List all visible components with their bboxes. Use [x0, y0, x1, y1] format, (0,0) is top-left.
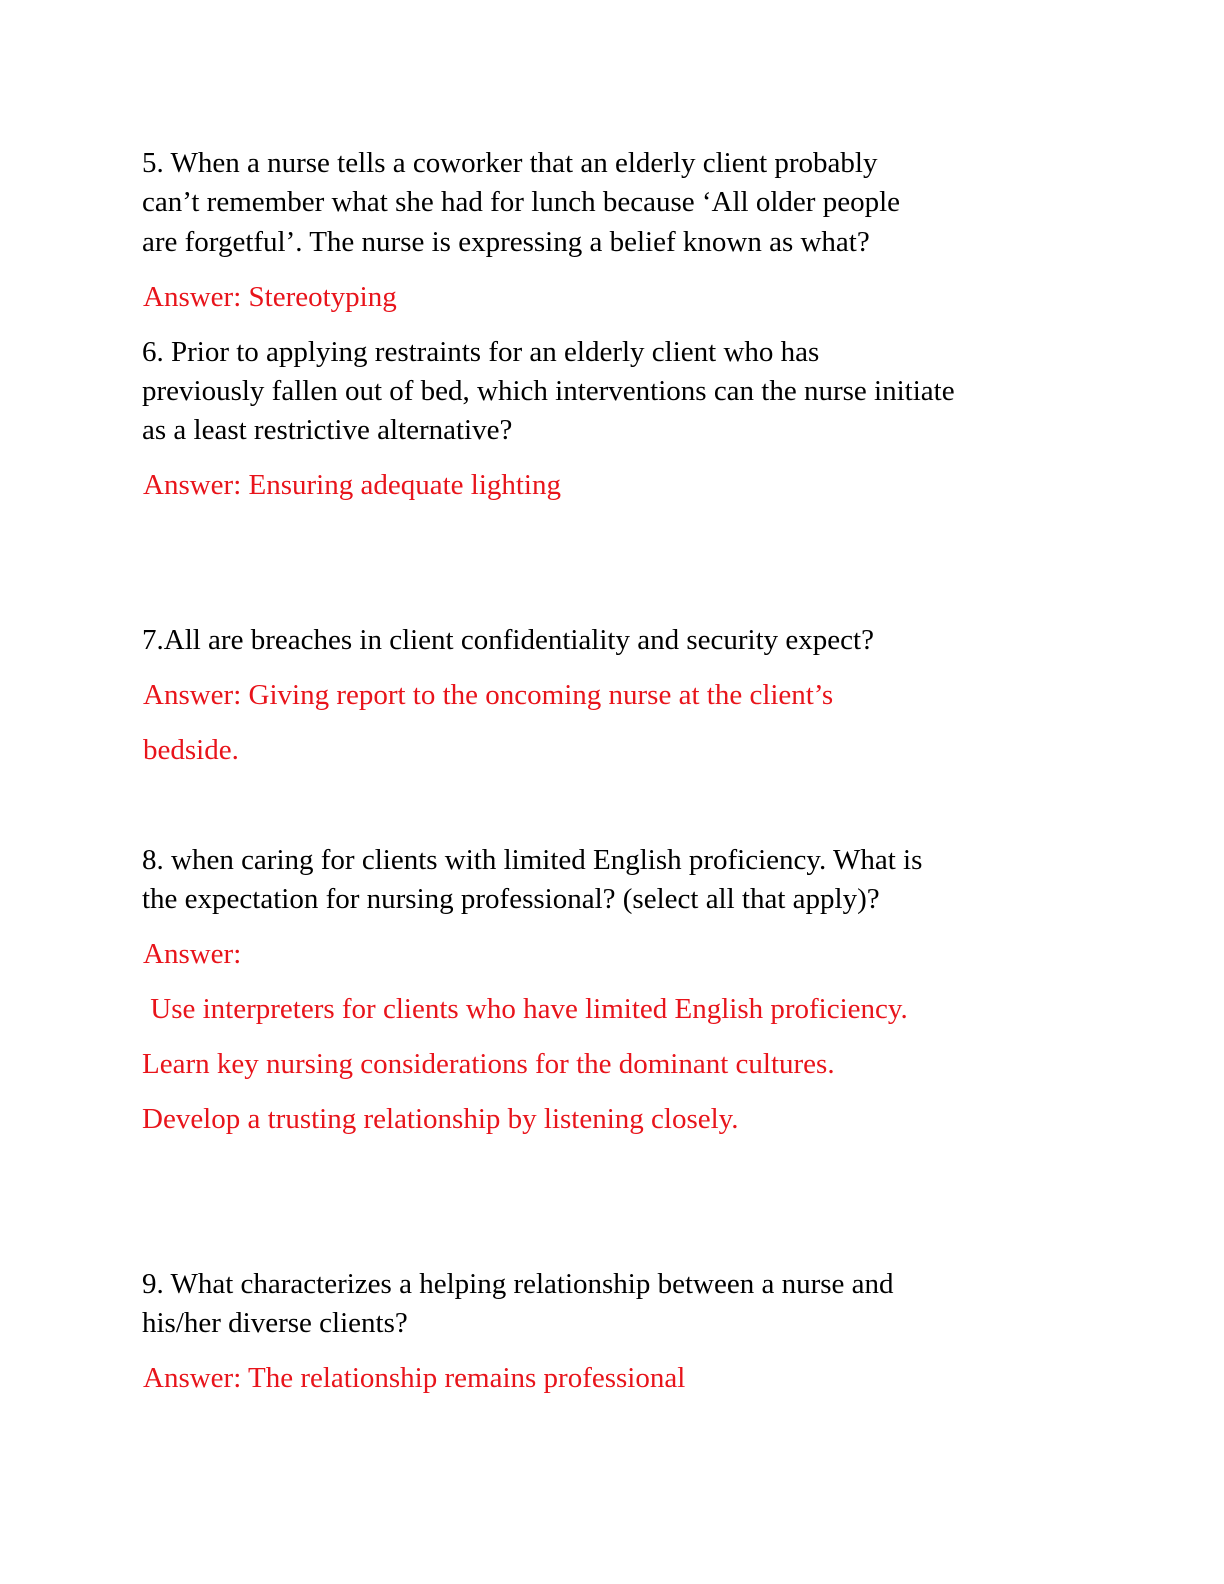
question-5-line-1: 5. When a nurse tells a coworker that an elderly client probably: [142, 147, 878, 179]
answer-5-line-1: Answer: Stereotyping: [143, 281, 397, 313]
answer-7-line-2: bedside.: [143, 734, 239, 766]
question-7-line-1: 7.All are breaches in client confidentiality and security expect?: [142, 624, 874, 656]
question-6-line-2: previously fallen out of bed, which interventions can the nurse initiate: [142, 375, 955, 407]
question-5-line-2: can’t remember what she had for lunch because ‘All older people: [142, 186, 900, 218]
answer-9-line-1: Answer: The relationship remains professional: [143, 1362, 686, 1394]
question-9-line-2: his/her diverse clients?: [142, 1307, 408, 1339]
answer-8-label: Answer:: [143, 938, 242, 970]
question-6-line-1: 6. Prior to applying restraints for an elderly client who has: [142, 336, 820, 368]
question-5-line-3: are forgetful’. The nurse is expressing a belief known as what?: [142, 226, 870, 258]
answer-8-item-3: Develop a trusting relationship by listening closely.: [142, 1103, 739, 1135]
answer-8-item-2: Learn key nursing considerations for the dominant cultures.: [142, 1048, 835, 1080]
answer-7-line-1: Answer: Giving report to the oncoming nurse at the client’s: [143, 679, 834, 711]
question-9-line-1: 9. What characterizes a helping relationship between a nurse and: [142, 1268, 894, 1300]
question-6-line-3: as a least restrictive alternative?: [142, 414, 513, 446]
question-8-line-1: 8. when caring for clients with limited English proficiency. What is: [142, 844, 923, 876]
answer-6-line-1: Answer: Ensuring adequate lighting: [143, 469, 561, 501]
question-8-line-2: the expectation for nursing professional? (select all that apply)?: [142, 883, 880, 915]
answer-8-item-1: Use interpreters for clients who have limited English proficiency.: [143, 993, 908, 1025]
